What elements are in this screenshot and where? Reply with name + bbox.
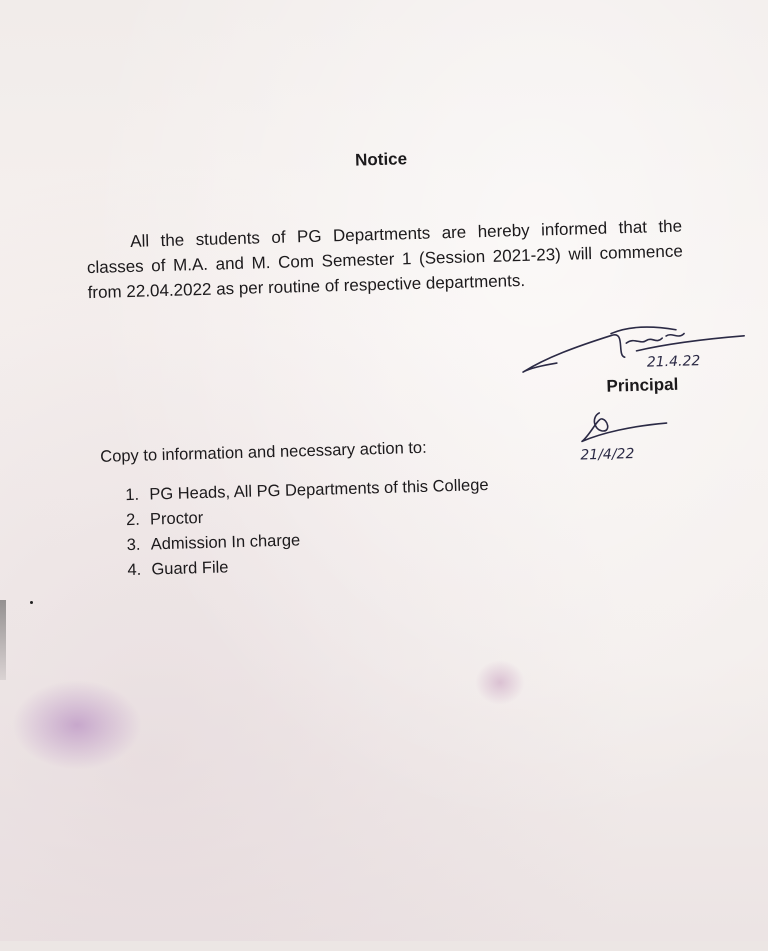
list-text: PG Heads, All PG Departments of this College: [149, 476, 489, 504]
list-number: 2.: [125, 510, 141, 530]
list-number: 3.: [126, 535, 141, 555]
edge-shadow: [0, 600, 6, 680]
body-line: classes of M.A. and M. Com Semester 1 (Session 2021-23) will commence: [86, 241, 684, 278]
body-line: from 22.04.2022 as per routine of respective departments.: [87, 270, 526, 303]
second-signature-date: 21/4/22: [580, 445, 635, 464]
notice-body: [86, 214, 684, 306]
notice-title: Notice: [354, 149, 408, 170]
list-number: 1.: [125, 485, 140, 505]
list-number: 4.: [127, 560, 142, 580]
list-text: Proctor: [149, 509, 204, 529]
principal-signature: [516, 312, 748, 378]
distribution-list: [125, 473, 491, 583]
second-signature: [571, 404, 693, 467]
list-text: Guard File: [151, 558, 229, 579]
principal-label: Principal: [606, 374, 679, 396]
body-line: All the students of PG Departments are hereby informed that the: [130, 216, 683, 251]
list-text: Admission In charge: [150, 531, 301, 554]
signature-date: 21.4.22: [646, 353, 701, 371]
copy-to-heading: Copy to information and necessary action to:: [100, 438, 427, 466]
